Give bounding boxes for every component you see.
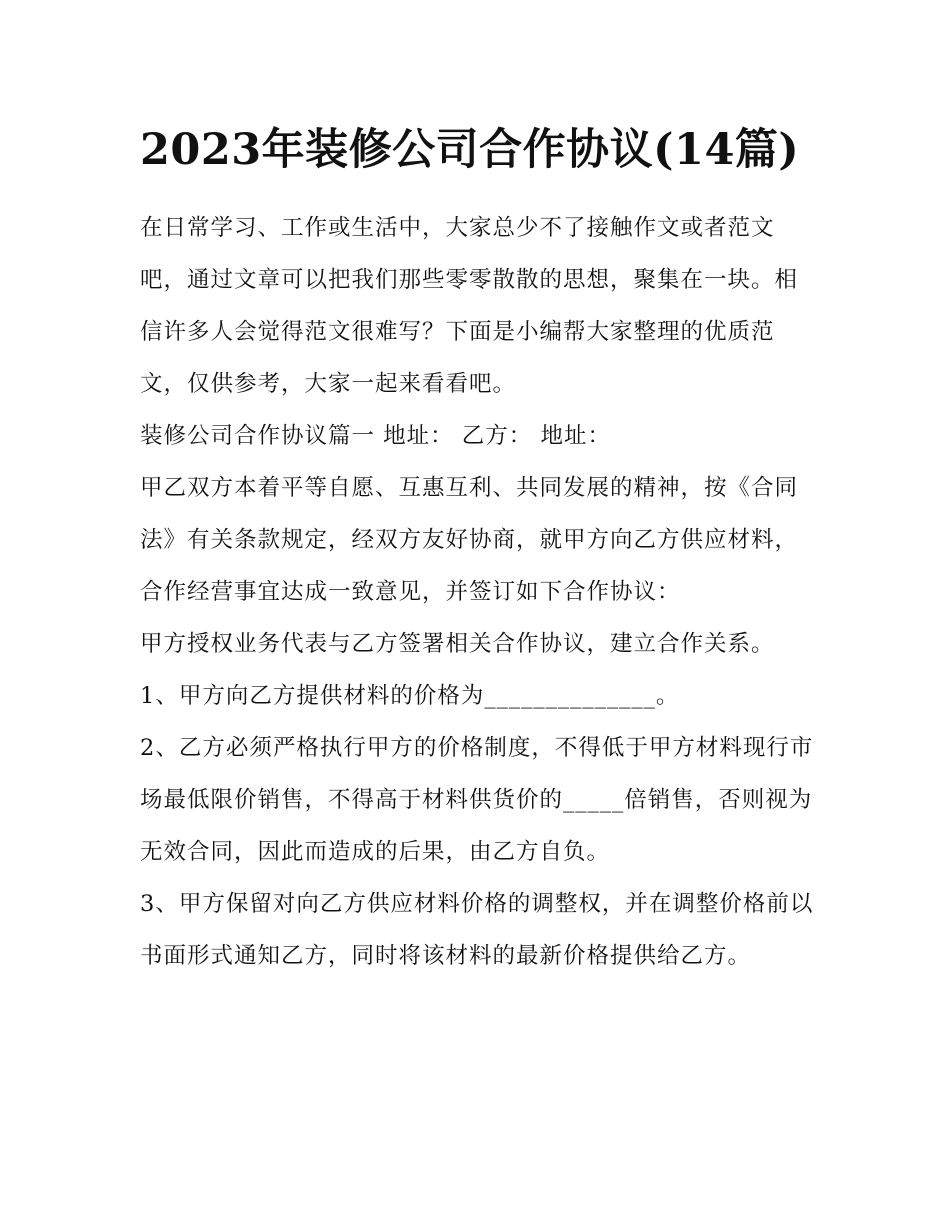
authorization-clause: 甲方授权业务代表与乙方签署相关合作协议，建立合作关系。	[140, 631, 775, 657]
intro-paragraph: 在日常学习、工作或生活中，大家总少不了接触作文或者范文吧，通过文章可以把我们那些零零散散的思想，聚集在一块。相信许多人会觉得范文很难写？下面是小编帮大家整理的优质范文，仅供参考，大家一起来看看吧。	[140, 215, 799, 397]
clause-2: 2、乙方必须严格执行甲方的价格制度，不得低于甲方材料现行市场最低限价销售，不得高于材料供货价的_____倍销售，否则视为无效合同，因此而造成的后果，由乙方自负。	[140, 735, 814, 865]
agreement-header-line: 装修公司合作协议篇一 地址： 乙方： 地址：	[140, 423, 611, 449]
document-title: 2023年装修公司合作协议(14篇)	[140, 125, 800, 175]
clause-1: 1、甲方向乙方提供材料的价格为______________。	[140, 683, 680, 709]
clause-3: 3、甲方保留对向乙方供应材料价格的调整权，并在调整价格前以书面形式通知乙方，同时将该材料的最新价格提供给乙方。	[140, 891, 814, 969]
agreement-preamble: 甲乙双方本着平等自愿、互惠互利、共同发展的精神，按《合同法》有关条款规定，经双方友好协商，就甲方向乙方供应材料，合作经营事宜达成一致意见，并签订如下合作协议：	[140, 475, 799, 605]
document-page	[140, 112, 820, 982]
